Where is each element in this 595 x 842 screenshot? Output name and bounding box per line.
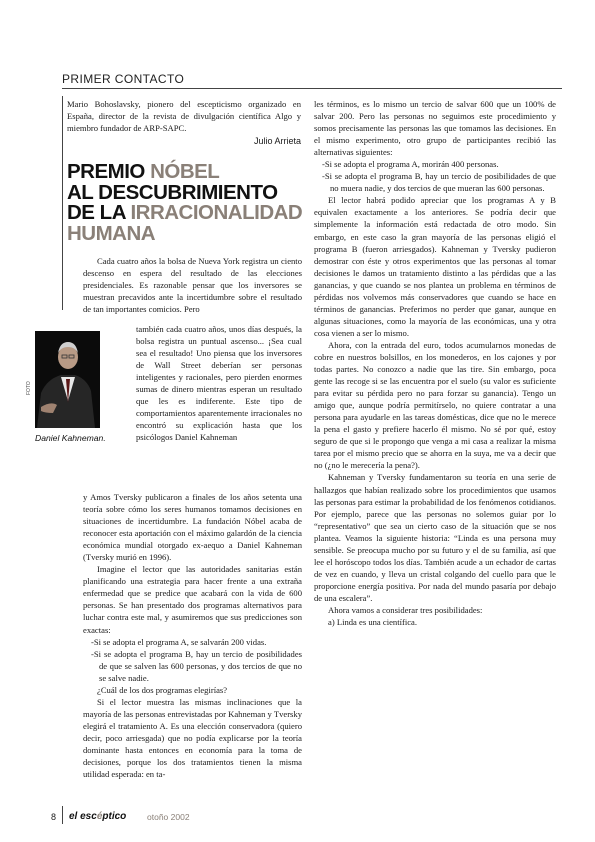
paragraph: Si el lector muestra las mismas inclinaciones que la mayoría de las personas entrevistadas por Kahneman y Tversky elegirá el tratamiento A. Es una elección conservadora (quiero decir, poco arriesgada) que no podía explicarse por la teoría dominante hasta entonces en economía para la toma de decisiones, porque los dos tratamientos tienen la misma utilidad esperada: en ta- — [83, 696, 302, 780]
headline-line-3: DE LA IRRACIONALIDAD — [67, 201, 303, 224]
paragraph: Imagine el lector que las autoridades sanitarias están planificando una estrategia para hacer frente a una extraña enfermedad que se predice que acabará con la vida de 600 personas. Se han presentado dos programas alternativos para luchar contra este mal, y asumiremos que sus predicciones son exactas: — [83, 564, 302, 635]
list-item: -Si se adopta el programa B, hay un tercio de posibilidades de que no muera nadie, y dos tercios de que mueran las 600 personas. — [322, 171, 556, 194]
list-item: -Si se adopta el programa A, se salvarán 200 vidas. — [91, 636, 267, 647]
paragraph: El lector habrá podido apreciar que los programas A y B equivalen exactamente a los anteriores. Se podría decir que simplemente la información está redactada de otro modo. Sin embargo, en este caso la gran mayoría de las personas eligió el programa B (fueron arriesgados). Kahneman y Tversky pudieron demostrar con éste y otros experimentos que las personas al tomar decisiones le damos un tratamiento distinto a las pérdidas que a las ganancias, y que cuando se nos plantea un problema en términos de pérdidas nos volvemos más conservadores que cuando se hace en términos de ganancias. Preferimos no perder que ganar, aunque en algunas situaciones, como la mayoría de las económicas, una y otra cosa vienen a ser lo mismo. — [314, 195, 556, 338]
page-number: 8 — [51, 812, 57, 822]
lede-rule — [62, 96, 63, 310]
photo-credit: FOTO — [26, 381, 32, 395]
paragraph: les términos, es lo mismo un tercio de salvar 600 que un 100% de salvar 200. Pero las personas no seguimos este procedimiento y somos precisamente las personas las que tomamos las decisiones. En el mismo experimento, otro grupo de participantes recibió las alternativas siguientes: — [314, 99, 556, 158]
headline — [67, 162, 302, 244]
left-column-top — [83, 255, 302, 315]
paragraph: también cada cuatro años, unos días después, la bolsa registra un puntual ascenso... ¡Sea cual sea el resultado! Uno piensa que los inversores de Wall Street deberían ser personas inteligentes y racionales, pero pierden enormes sumas de dinero mientras esperan un resultado que les es indiferente. Este tipo de comportamientos aparentemente irracionales no encontró su explicación hasta que los psicólogos Daniel Kahneman — [136, 324, 302, 443]
paragraph: Kahneman y Tversky fundamentaron su teoría en una serie de hallazgos que habían realizado sobre los procedimientos que usamos las personas para estimar la probabilidad de los fenómenos cotidianos. Por ejemplo, parece que las personas no solemos guiar por lo “representativo” que sea un cierto caso de la situación que se nos plantea. Veamos la siguiente historia: “Linda es una persona muy sensible. Se preocupa mucho por su futuro y el de su familia, así que lee el horóscopo todos los días. También acude a un echador de cartas de vez en cuando, y lleva un cristal colgando del cuello para que le proporcione energía positiva. Por nada del mundo pasaría por debajo de una escalera”. — [314, 472, 556, 603]
issue-date: otoño 2002 — [147, 812, 190, 822]
portrait-illustration — [35, 331, 100, 428]
headline-line-4: HUMANA — [67, 221, 156, 245]
lede-text: Mario Bohoslavsky, pionero del escepticismo organizado en España, director de la revista de divulgación científica Algo y miembro fundador de ARP-SAPC. — [67, 99, 301, 134]
paragraph: y Amos Tversky publicaron a finales de los años setenta una teoría sobre cómo los seres humanos tomamos decisiones en situaciones de incertidumbre. La fundación Nóbel acaba de reconocer esta aportación con el máximo galardón de la ciencia económica mundial otorgado ex-aequo a Daniel Kahneman (Tversky murió en 1996). — [83, 492, 302, 563]
kahneman-photo — [35, 331, 100, 428]
lede — [67, 98, 301, 147]
paragraph: a) Linda es una científica. — [328, 617, 417, 628]
paragraph: Cada cuatro años la bolsa de Nueva York registra un ciento descenso en espera del resultado de las elecciones presidenciales. Es razonable pensar que los inversores se muestran precavidos ante la incertidumbre sobre el resultado de tan importantes comicios. Pero — [83, 256, 302, 315]
section-label: PRIMER CONTACTO — [62, 72, 185, 86]
paragraph: ¿Cuál de los dos programas elegirías? — [97, 684, 228, 695]
list-item: -Si se adopta el programa B, hay un tercio de posibilidades de que se salven las 600 personas, y dos tercios de que no se salve nadie. — [91, 648, 302, 683]
left-column-bottom — [83, 491, 302, 780]
list-item: -Si se adopta el programa A, morirán 400 personas. — [322, 159, 499, 170]
headline-line-1: PREMIO NÓBEL — [67, 160, 220, 183]
paragraph: Ahora vamos a considerar tres posibilidades: — [328, 604, 483, 615]
top-rule — [62, 88, 562, 89]
photo-caption: Daniel Kahneman. — [35, 433, 106, 443]
headline-line-2: AL DESCUBRIMIENTO — [67, 180, 278, 204]
magazine-logo: el escéptico — [69, 811, 127, 822]
right-column — [314, 98, 556, 628]
byline: Julio Arrieta — [253, 135, 301, 146]
paragraph: Ahora, con la entrada del euro, todos acumularnos monedas de cobre en nuestros bolsillos, en los monederos, en los cajones y por todas partes. No conozco a nadie que las tire. Sin embargo, poca gente las recoge si se las encuentra por el suelo (su valor es suficiente para evitar su pérdida pero no para forzar su ganancia). Tengo un amigo que, aunque podría permitírselo, no quiere contratar a una persona para ayudarle en las tareas domésticas, dice que no le merece la pena el gasto y prefiere hacerlo él mismo. No sé por qué, estoy seguro de que si le propongo que venga a mi casa a realizar la misma tarea por el mismo precio que se ahorra en la suya, me va a decir que no (¿no le merecería la pena?). — [314, 339, 556, 471]
footer-rule — [62, 806, 63, 824]
left-column-wrap — [136, 323, 302, 443]
